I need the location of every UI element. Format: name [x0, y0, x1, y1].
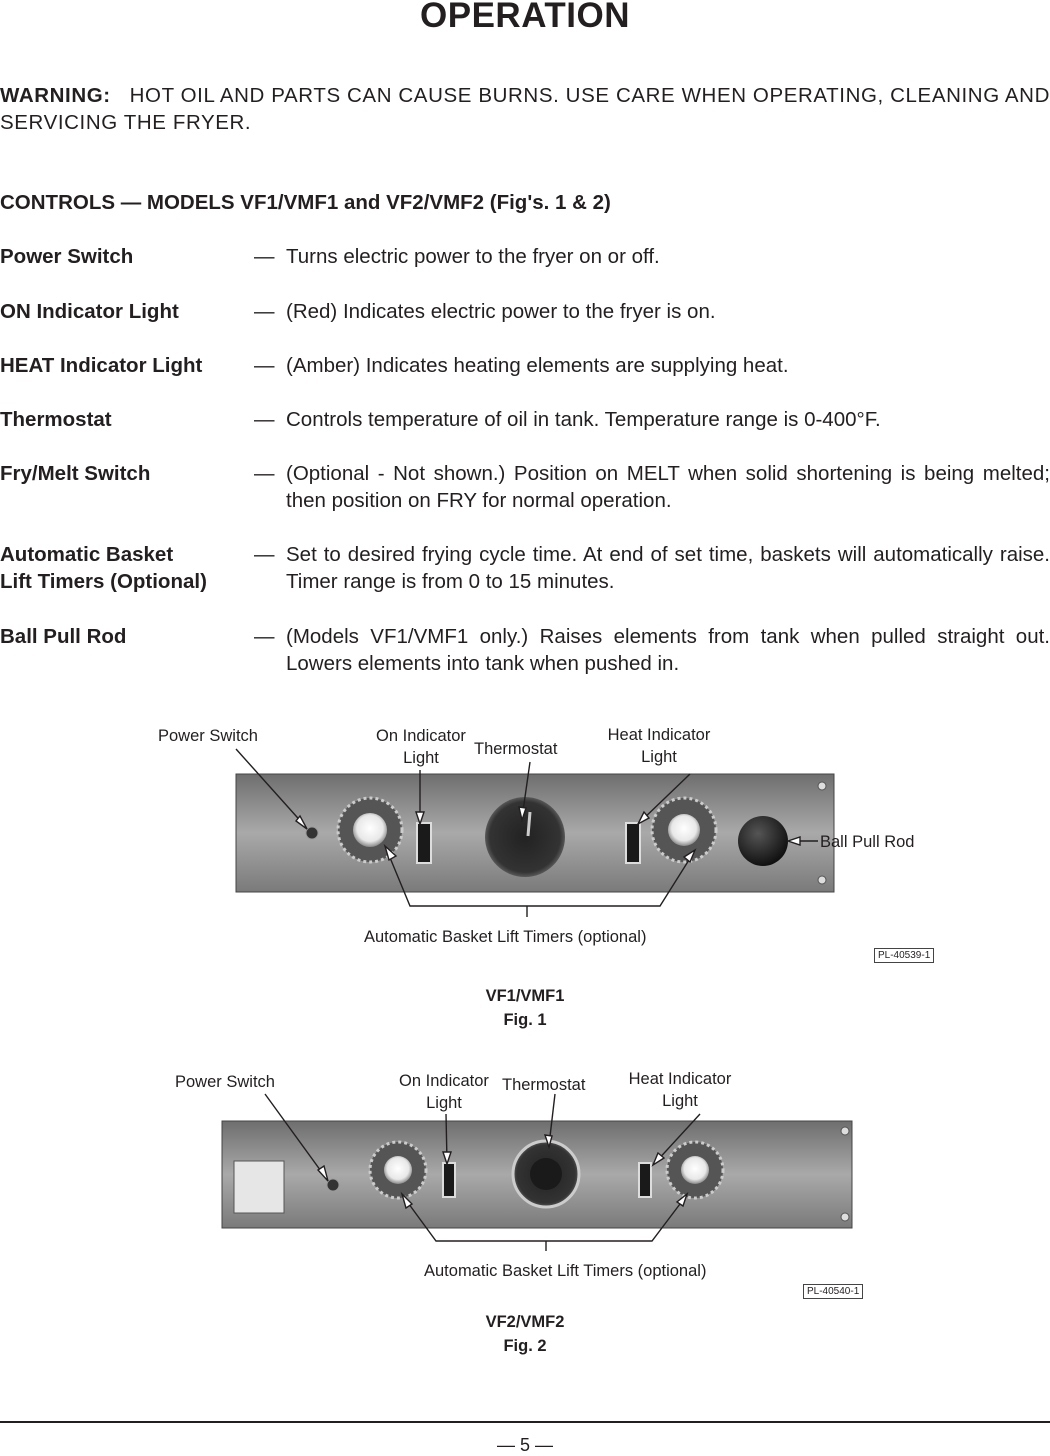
label-power-switch: Power Switch	[175, 1073, 275, 1091]
control-term: Power Switch	[0, 245, 134, 268]
label-heat-indicator	[617, 1068, 743, 1112]
thermostat-knob-icon	[530, 1158, 562, 1190]
screw-icon	[841, 1213, 849, 1221]
thermostat-pointer	[528, 812, 530, 836]
label-heat-indicator	[596, 724, 722, 768]
screw-icon	[818, 876, 826, 884]
figure-caption	[0, 1310, 1050, 1358]
figure-caption	[0, 984, 1050, 1032]
screw-icon	[841, 1127, 849, 1135]
dash: —	[254, 300, 275, 323]
footer-rule	[0, 1421, 1050, 1423]
control-desc: (Amber) Indicates heating elements are supplying heat.	[286, 354, 789, 377]
label-power-switch: Power Switch	[158, 727, 258, 745]
figure-number: Fig. 1	[503, 1011, 547, 1029]
label-line: Light	[403, 749, 439, 767]
control-term: ON Indicator Light	[0, 300, 179, 323]
control-term-line: Automatic Basket	[0, 543, 174, 566]
label-ball-pull-rod: Ball Pull Rod	[820, 833, 915, 851]
page-title: OPERATION	[420, 0, 630, 35]
controls-heading: CONTROLS — MODELS VF1/VMF1 and VF2/VMF2 (Fig's. 1 & 2)	[0, 191, 611, 214]
warning-label: WARNING:	[0, 84, 111, 107]
warning-label-sticker	[234, 1161, 284, 1213]
control-term-line: Lift Timers (Optional)	[0, 570, 207, 593]
heat-indicator-light-icon	[639, 1163, 651, 1197]
part-number: PL-40539-1	[874, 948, 934, 963]
dash: —	[254, 462, 275, 485]
part-number: PL-40540-1	[803, 1284, 863, 1299]
label-on-indicator	[388, 1070, 500, 1114]
label-line: Heat Indicator	[607, 726, 711, 744]
dash: —	[254, 543, 275, 566]
power-switch-icon	[327, 1179, 339, 1191]
dash: —	[254, 625, 275, 648]
label-line: On Indicator	[399, 1072, 489, 1090]
control-desc: Set to desired frying cycle time. At end of set time, baskets will automatically raise. Timer range is from 0 to 15 minutes.	[286, 543, 1050, 593]
dash: —	[254, 354, 275, 377]
on-indicator-light-icon	[417, 823, 431, 863]
figure-number: Fig. 2	[503, 1337, 547, 1355]
label-line: Light	[426, 1094, 462, 1112]
figure-model: VF1/VMF1	[485, 987, 565, 1005]
label-thermostat: Thermostat	[502, 1076, 586, 1094]
label-timers: Automatic Basket Lift Timers (optional)	[364, 928, 647, 946]
label-timers: Automatic Basket Lift Timers (optional)	[424, 1262, 707, 1280]
power-switch-icon	[306, 827, 318, 839]
figure-model: VF2/VMF2	[485, 1313, 565, 1331]
on-indicator-light-icon	[443, 1163, 455, 1197]
timer-knob-icon	[384, 1156, 412, 1184]
label-line: Heat Indicator	[628, 1070, 732, 1088]
screw-icon	[818, 782, 826, 790]
timer-knob-icon	[668, 814, 700, 846]
control-desc: (Optional - Not shown.) Position on MELT when solid shortening is being melted; then position on FRY for normal operation.	[286, 462, 1050, 512]
control-desc: (Models VF1/VMF1 only.) Raises elements from tank when pulled straight out. Lowers elements into tank when pushed in.	[286, 625, 1050, 675]
control-desc: (Red) Indicates electric power to the fryer is on.	[286, 300, 716, 323]
warning-text: HOT OIL AND PARTS CAN CAUSE BURNS. USE CARE WHEN OPERATING, CLEANING AND SERVICING THE FRYER.	[0, 84, 1050, 134]
dash: —	[254, 245, 275, 268]
heat-indicator-light-icon	[626, 823, 640, 863]
timer-knob-icon	[353, 813, 387, 847]
label-line: Light	[641, 748, 677, 766]
control-term: Ball Pull Rod	[0, 625, 127, 648]
control-term: Thermostat	[0, 408, 112, 431]
label-line: On Indicator	[376, 727, 466, 745]
label-line: Light	[662, 1092, 698, 1110]
dash: —	[254, 408, 275, 431]
label-on-indicator	[365, 725, 477, 769]
page-number: — 5 —	[496, 1435, 553, 1455]
label-thermostat: Thermostat	[474, 740, 558, 758]
control-desc: Controls temperature of oil in tank. Temperature range is 0-400°F.	[286, 408, 881, 431]
control-term: HEAT Indicator Light	[0, 354, 203, 377]
timer-knob-icon	[681, 1156, 709, 1184]
ball-pull-rod-icon	[738, 816, 788, 866]
control-term: Fry/Melt Switch	[0, 462, 151, 485]
control-desc: Turns electric power to the fryer on or off.	[286, 245, 660, 268]
